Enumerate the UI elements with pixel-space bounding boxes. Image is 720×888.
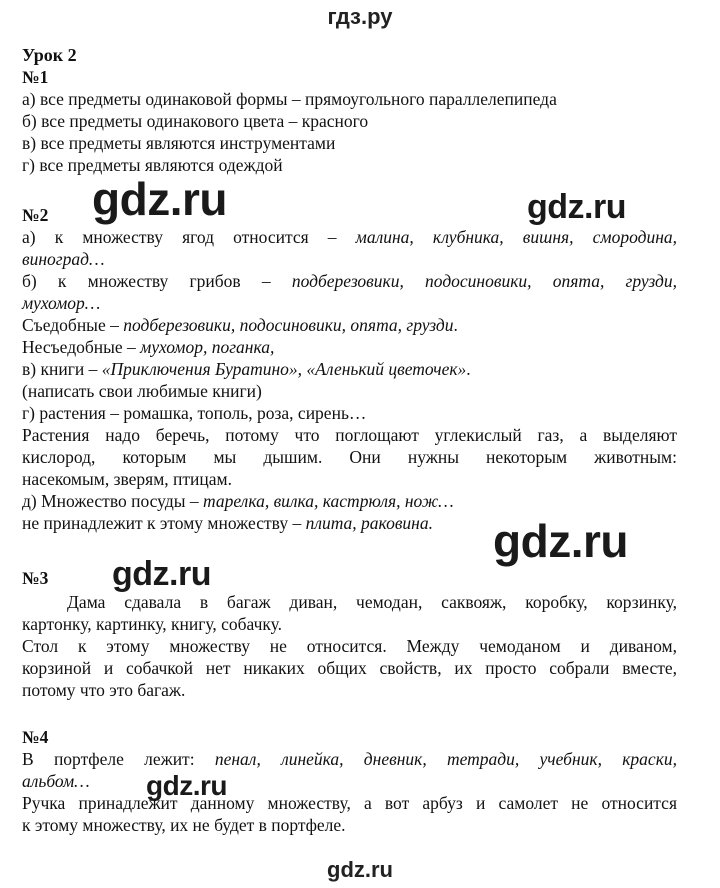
task-1-number: №1 [22, 67, 49, 87]
watermark: gdz.ru [493, 515, 628, 567]
edible-label: Съедобные – [22, 315, 119, 335]
task-2-line-v: в) книги – «Приключения Буратино», «Аленький цветочек». [22, 359, 471, 379]
task-2-b-answer: подберезовики, подосиновики, опята, грузди, [291, 271, 677, 291]
site-header: гдз.ру [327, 4, 393, 29]
task-4-line-3: Ручка принадлежит данному множеству, а вот арбуз и самолет не относится [22, 793, 677, 813]
task-4-line-4: к этому множеству, их не будет в портфеле. [22, 815, 346, 835]
inedible-list: мухомор, поганка, [140, 337, 275, 357]
task-3-line-1: Дама сдавала в багаж диван, чемодан, саквояж, коробку, корзинку, [67, 592, 677, 612]
task-2-a-answer-cont: виноград… [22, 249, 105, 269]
watermark: gdz.ru [527, 188, 626, 226]
task-2-v-answer: «Приключения Буратино», «Аленький цветочек» [101, 359, 467, 379]
task-2-not-belongs [22, 512, 433, 534]
task-2-v-note: (написать свои любимые книги) [22, 381, 262, 401]
task-3-line-4: корзиной и собачкой нет никаких общих свойств, их просто собрали вместе, [22, 658, 677, 678]
task-4-line-1 [22, 748, 677, 770]
task-2-plants-3: насекомым, зверям, птицам. [22, 469, 232, 489]
task-2-line-d [22, 490, 454, 512]
task-2-a-text: а) к множеству ягод относится – [22, 227, 337, 247]
task-2-line-b [22, 270, 677, 292]
watermark: gdz.ru [112, 555, 211, 593]
task-2-a-answer: малина, клубника, вишня, смородина, [355, 227, 678, 247]
task-2-b-text: б) к множеству грибов – [22, 271, 271, 291]
task-1-line-a: а) все предметы одинаковой формы – прямоугольного параллелепипеда [22, 89, 557, 109]
inedible-label: Несъедобные – [22, 337, 136, 357]
task-2-plants-2: кислород, которым мы дышим. Они нужны некоторым животным: [22, 447, 677, 467]
edible-list: подберезовики, подосиновики, опята, грузди [123, 315, 454, 335]
task-2-line-a-cont [22, 248, 105, 270]
task-3-line-5: потому что это багаж. [22, 680, 186, 700]
task-4-list-cont: альбом… [22, 771, 90, 791]
task-4-number: №4 [22, 727, 49, 747]
task-2-d-text: д) Множество посуды – [22, 491, 199, 511]
task-1-line-c: в) все предметы являются инструментами [22, 133, 336, 153]
task-2-b-answer-cont: мухомор… [22, 293, 101, 313]
task-4-line-2 [22, 770, 90, 792]
task-2-edible: Съедобные – подберезовики, подосиновики, опята, грузди. [22, 315, 458, 335]
task-4-text: В портфеле лежит: [22, 749, 195, 769]
task-2-plants-1: Растения надо беречь, потому что поглощают углекислый газ, а выделяют [22, 425, 677, 445]
watermark: gdz.ru [146, 770, 227, 801]
lesson-title: Урок 2 [22, 45, 77, 65]
task-1-line-d: г) все предметы являются одеждой [22, 155, 283, 175]
task-3-line-3: Стол к этому множеству не относится. Между чемоданом и диваном, [22, 636, 677, 656]
task-2-line-a [22, 226, 677, 248]
task-2-line-g: г) растения – ромашка, тополь, роза, сирень… [22, 403, 367, 423]
watermark: gdz.ru [92, 173, 227, 225]
task-4-list: пенал, линейка, дневник, тетради, учебник, краски, [214, 749, 678, 769]
task-2-not-text: не принадлежит к этому множеству – [22, 513, 302, 533]
task-2-not-answer: плита, раковина. [305, 513, 433, 533]
task-2-number: №2 [22, 205, 49, 225]
task-2-d-answer: тарелка, вилка, кастрюля, нож… [203, 491, 454, 511]
task-2-inedible [22, 336, 274, 358]
task-2-v-text: в) книги – [22, 359, 98, 379]
task-1-line-b: б) все предметы одинакового цвета – красного [22, 111, 369, 131]
site-footer: gdz.ru [327, 857, 393, 882]
task-3-line-2: картонку, картинку, книгу, собачку. [22, 614, 283, 634]
task-3-number: №3 [22, 568, 49, 588]
task-2-line-b-cont [22, 292, 100, 314]
